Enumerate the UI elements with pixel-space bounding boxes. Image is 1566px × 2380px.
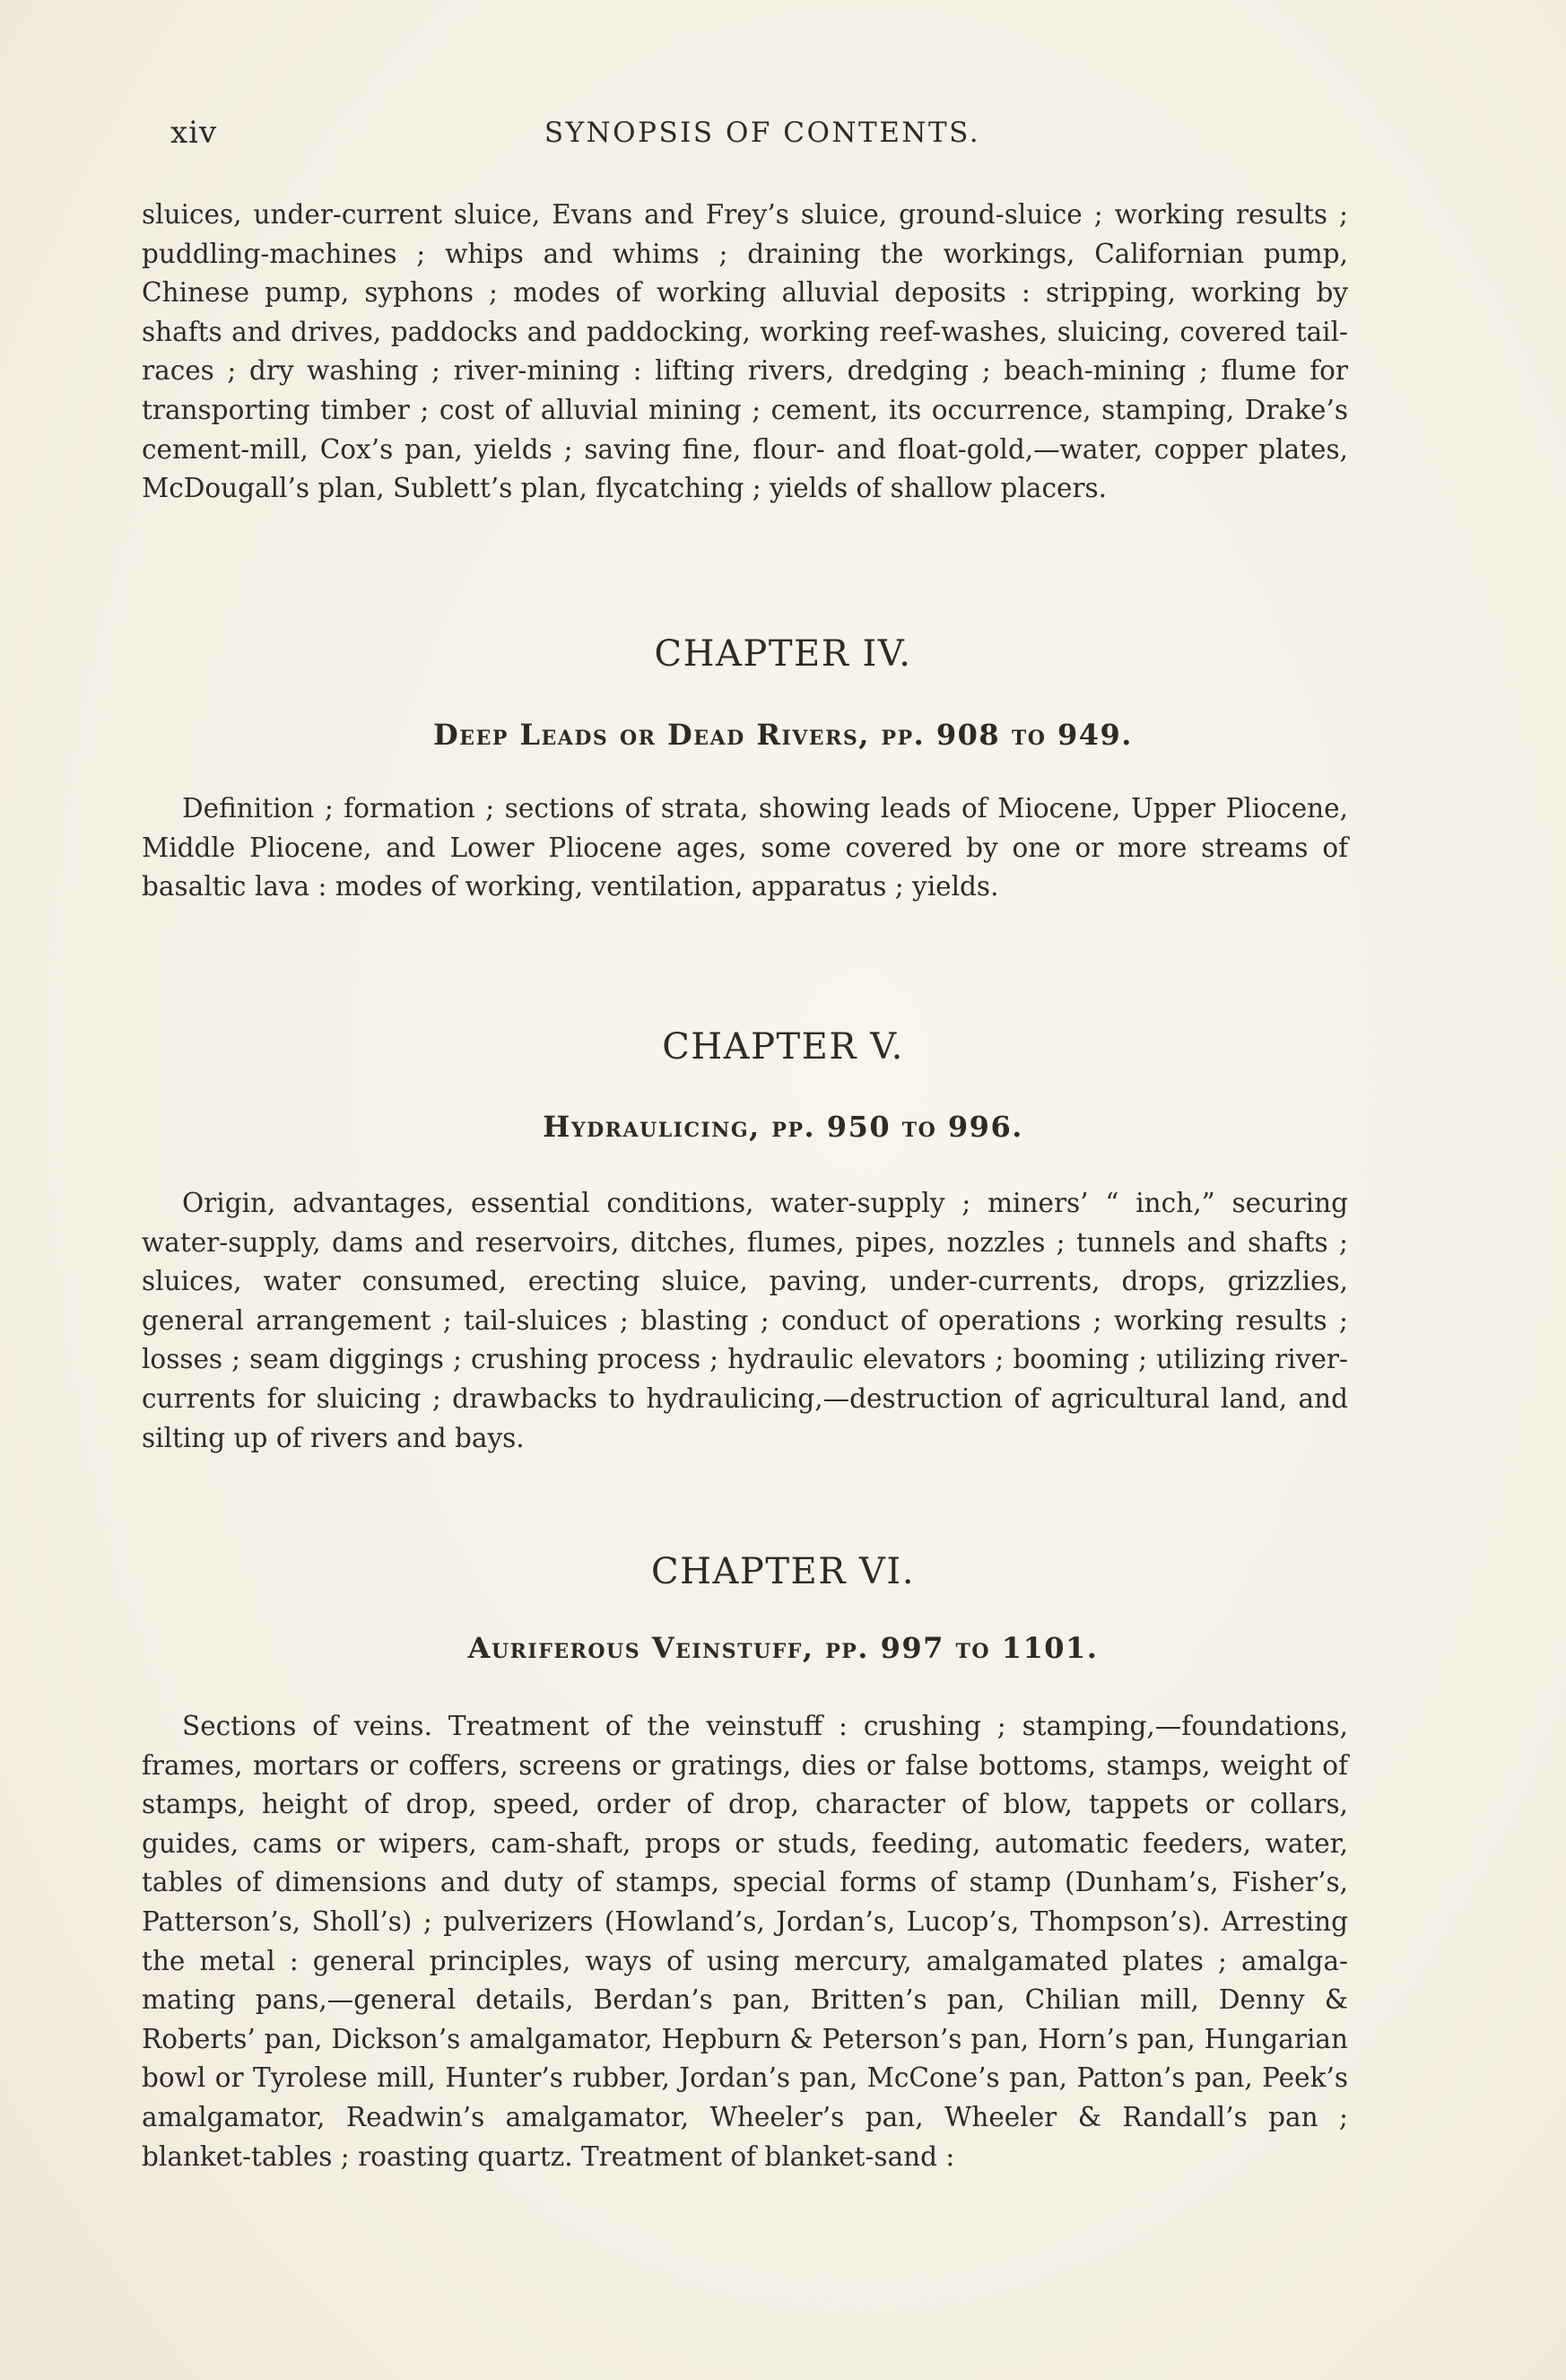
chapter-summary: Sections of veins. Treatment of the veinstuff : crushing ; stamping,—foundations, frames, mortars or coffers, screens or gratings, dies or false bottoms, stamps, weight of stamps, height of drop, speed, order of drop, character of blow, tappets or collars, guides, cams or wipers, cam-shaft, props or studs, feeding, automatic feeders, water, tables of dimensions and duty of stamps, special forms of stamp (Dunham’s, Fisher’s, Patterson’s, Sholl’s) ; pulverizers (Howland’s, Jordan’s, Lucop’s, Thompson’s). Arresting the metal : general principles, ways of using mercury, amalgamated plates ; amalga-mating pans,—general details, Berdan’s pan, Britten’s pan, Chilian mill, Denny & Roberts’ pan, Dickson’s amalgamator, Hepburn & Peterson’s pan, Horn’s pan, Hungarian bowl or Tyrolese mill, Hunter’s rubber, Jordan’s pan, McCone’s pan, Patton’s pan, Peek’s amalgamator, Readwin’s amalgamator, Wheeler’s pan, Wheeler & Randall’s pan ; blanket-tables ; roasting quartz. Treatment of blanket-sand : [142,1711,1348,2172]
running-head: SYNOPSIS OF CONTENTS. [544,117,981,149]
chapter-title: Hydraulicing, pp. 950 to 996. [543,1110,1023,1144]
chapter-title: Auriferous Veinstuff, pp. 997 to 1101. [467,1631,1099,1665]
chapter-heading: CHAPTER V. [662,1026,904,1068]
page-header [170,115,1354,160]
chapter-summary: Origin, advantages, essential conditions, water-supply ; miners’ “ inch,” securing water-supply, dams and reservoirs, ditches, flumes, pipes, nozzles ; tunnels and shafts ; sluices, water consumed, erecting sluice, paving, under-currents, drops, grizzlies, general arrangement ; tail-sluices ; blasting ; conduct of operations ; working results ; losses ; seam diggings ; crushing process ; hydraulic elevators ; booming ; utilizing river-currents for sluicing ; drawbacks to hydraulicing,—destruction of agricultural land, and silting up of rivers and bays. [142,1188,1348,1453]
chapter-heading: CHAPTER VI. [651,1551,915,1592]
chapter-summary: Definition ; formation ; sections of strata, showing leads of Miocene, Upper Pliocene, Middle Pliocene, and Lower Pliocene ages, some covered by one or more streams of basaltic lava : modes of working, ventilation, apparatus ; yields. [142,793,1348,902]
continuation-paragraph: sluices, under-current sluice, Evans and Frey’s sluice, ground-sluice ; working results ; puddling-machines ; whips and whims ; draining the workings, Californian pump, Chinese pump, syphons ; modes of working alluvial deposits : stripping, working by shafts and drives, paddocks and paddocking, working reef-washes, sluicing, covered tail-races ; dry washing ; river-mining : lifting rivers, dredging ; beach-mining ; flume for transporting timber ; cost of alluvial mining ; cement, its occurrence, stamping, Drake’s cement-mill, Cox’s pan, yields ; saving fine, flour- and float-gold,—water, copper plates, McDougall’s plan, Sublett’s plan, flycatching ; yields of shallow placers. [142,199,1348,504]
chapter-heading: CHAPTER IV. [654,633,912,675]
chapter-title: Deep Leads or Dead Rivers, pp. 908 to 949. [433,718,1133,752]
page-number: xiv [170,115,218,151]
